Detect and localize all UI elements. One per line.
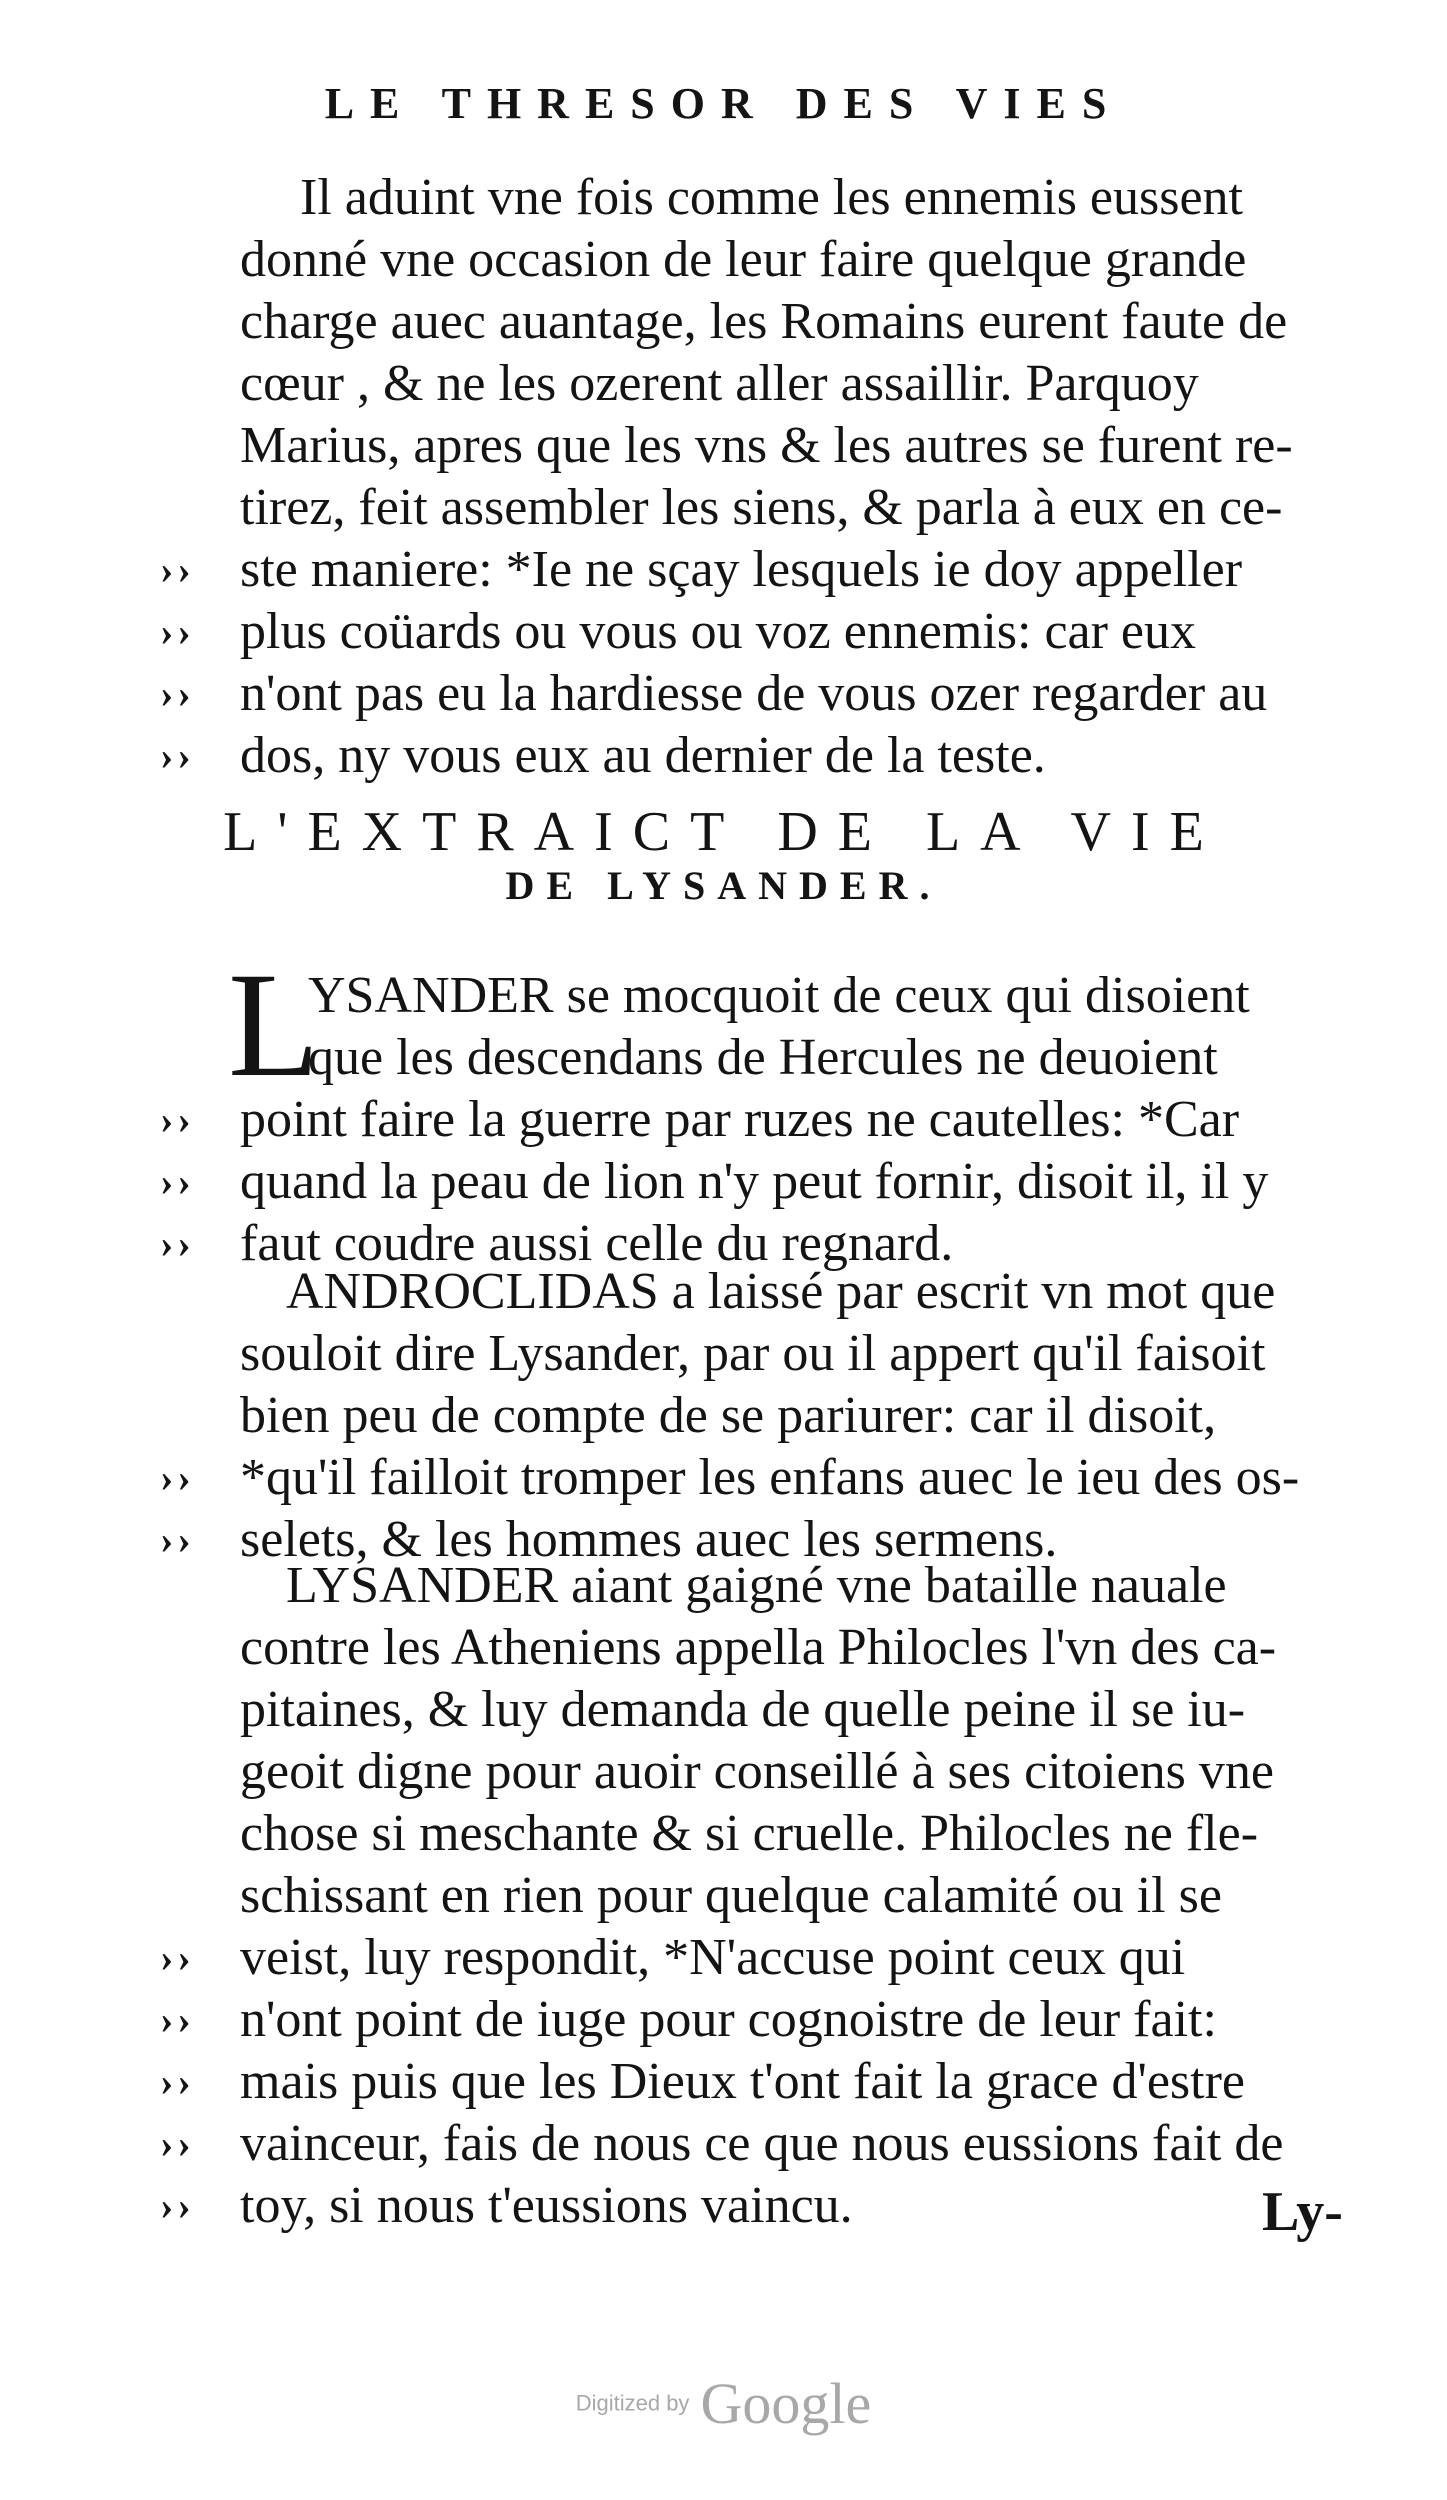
line-text: n'ont point de iuge pour cognoistre de leur fait: [240,1991,1217,2048]
section-subheading: DE LYSANDER. [505,863,942,908]
line-text: veist, luy respondit, *N'accuse point ceux qui [240,1929,1186,1986]
line-text: YSANDER se mocquoit de ceux qui disoient [308,967,1250,1024]
line-text: LYSANDER aiant gaigné vne bataille nauale [286,1557,1227,1614]
line-text: charge auec auantage, les Romains eurent faute de [240,293,1288,350]
line-text: plus coüards ou vous ou voz ennemis: car eux [240,603,1197,660]
line-text: ANDROCLIDAS a laissé par escrit vn mot que [286,1263,1276,1320]
line-text: Il aduint vne fois comme les ennemis eussent [300,169,1244,226]
line-text: ste maniere: *Ie ne sçay lesquels ie doy appeller [240,541,1243,598]
quote-mark: ›› [160,1517,195,1562]
line-text: dos, ny vous eux au dernier de la teste. [240,727,1046,784]
quote-mark: ›› [160,1455,195,1500]
line-text: *qu'il failloit tromper les enfans auec le ieu des os- [240,1449,1300,1506]
catchword: Ly- [1262,2181,1343,2243]
drop-cap: L [228,942,320,1108]
quote-mark: ›› [160,2059,195,2104]
line-text: geoit digne pour auoir conseillé à ses citoiens vne [240,1743,1274,1800]
quote-mark: ›› [160,2121,195,2166]
line-text: pitaines, & luy demanda de quelle peine il se iu- [240,1681,1246,1738]
quote-mark: ›› [160,1159,195,1204]
section-heading: L'EXTRAICT DE LA VIE [223,801,1224,863]
line-text: toy, si nous t'eussions vaincu. [240,2177,853,2234]
quote-mark: ›› [160,733,195,778]
digitization-watermark [0,2370,1447,2437]
line-text: souloit dire Lysander, par ou il appert qu'il faisoit [240,1325,1266,1382]
quote-mark: ›› [160,547,195,592]
quote-mark: ›› [160,609,195,654]
quote-mark: ›› [160,1221,195,1266]
line-text: tirez, feit assembler les siens, & parla à eux en ce- [240,479,1283,536]
line-text: n'ont pas eu la hardiesse de vous ozer regarder au [240,665,1268,722]
google-logo: Google [700,2371,872,2436]
quote-mark: ›› [160,671,195,716]
quote-mark: ›› [160,1997,195,2042]
quote-mark: ›› [160,1097,195,1142]
line-text: vainceur, fais de nous ce que nous eussions fait de [240,2115,1284,2172]
line-text: donné vne occasion de leur faire quelque grande [240,231,1247,288]
line-text: schissant en rien pour quelque calamité ou il se [240,1867,1222,1924]
line-text: point faire la guerre par ruzes ne cautelles: *Car [240,1091,1240,1148]
line-text: chose si meschante & si cruelle. Philocles ne fle- [240,1805,1259,1862]
line-text: quand la peau de lion n'y peut fornir, disoit il, il y [240,1153,1269,1210]
line-text: faut coudre aussi celle du regnard. [240,1215,954,1272]
quote-mark: ›› [160,2183,195,2228]
line-text: mais puis que les Dieux t'ont fait la grace d'estre [240,2053,1245,2110]
line-text: que les descendans de Hercules ne deuoient [308,1029,1218,1086]
line-text: selets, & les hommes auec les sermens. [240,1511,1058,1568]
line-text: bien peu de compte de se pariurer: car il disoit, [240,1387,1217,1444]
line-text: contre les Atheniens appella Philocles l'vn des ca- [240,1619,1277,1676]
line-text: cœur , & ne les ozerent aller assaillir. Parquoy [240,355,1199,412]
running-head: LE THRESOR DES VIES [324,79,1123,128]
quote-mark: ›› [160,1935,195,1980]
digitized-by-label: Digitized by [575,2390,690,2416]
line-text: Marius, apres que les vns & les autres se furent re- [240,417,1293,474]
